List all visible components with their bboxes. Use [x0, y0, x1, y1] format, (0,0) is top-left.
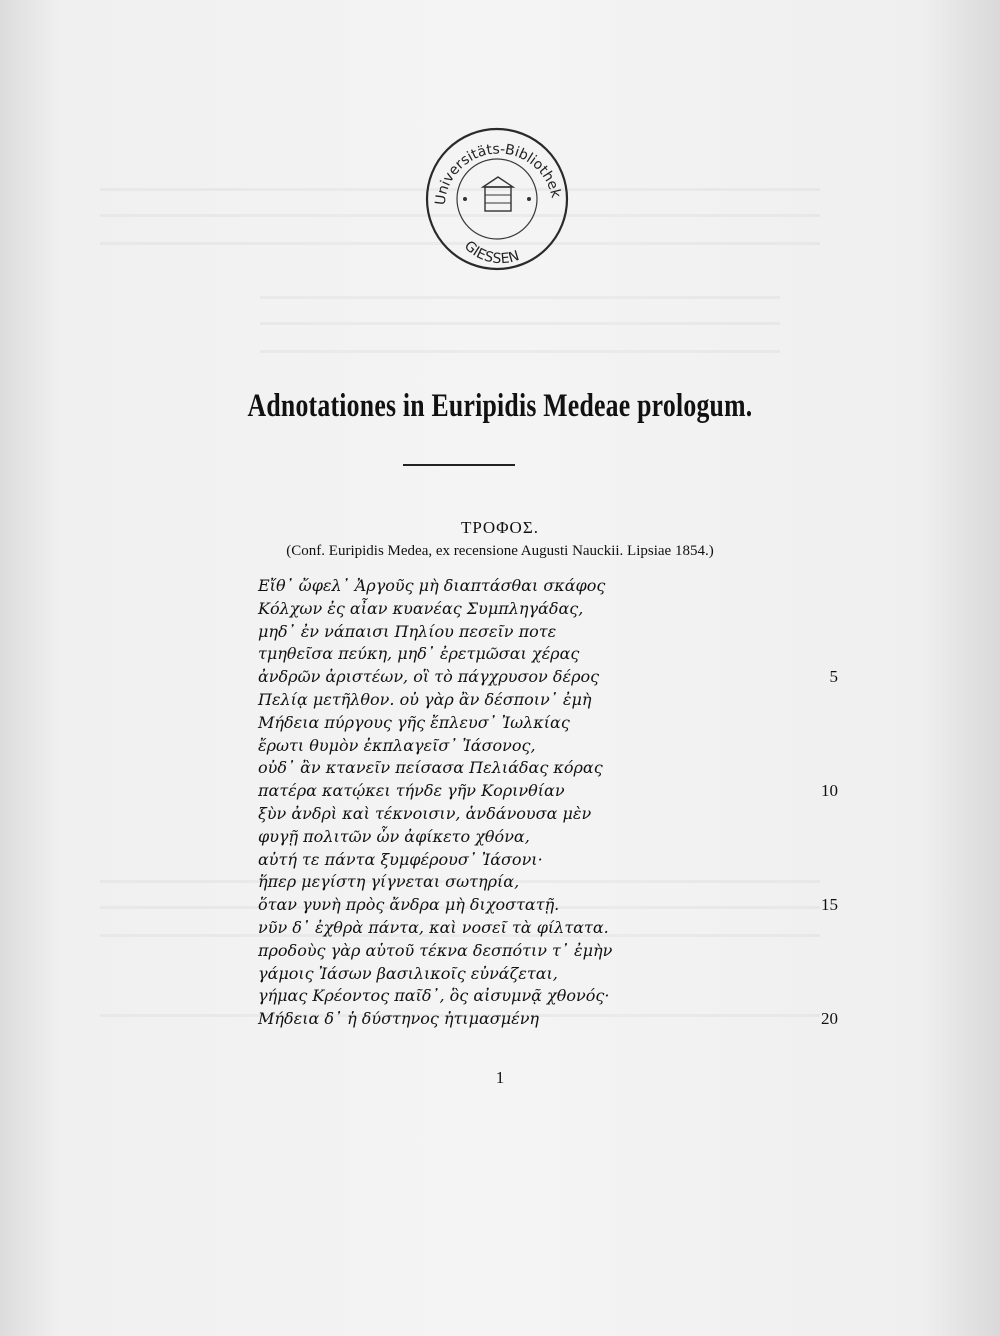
verse-line — [258, 598, 838, 621]
verse-text: ἀνδρῶν ἀριστέων, οἳ τὸ πάγχρυσον δέρος — [258, 667, 600, 687]
verse-line — [258, 826, 838, 849]
verse-text: ἔρωτι θυμὸν ἐκπλαγεῖσ᾽ Ἰάσονος, — [258, 735, 536, 755]
verse-number: 10 — [821, 781, 838, 801]
verse-line — [258, 985, 838, 1008]
verse-text: οὐδ᾽ ἂν κτανεῖν πείσασα Πελιάδας κόρας — [258, 758, 603, 778]
verse-text: πατέρα κατῴκει τήνδε γῆν Κορινθίαν — [258, 781, 565, 801]
verse-line — [258, 575, 838, 598]
verse-text: μηδ᾽ ἐν νάπαισι Πηλίου πεσεῖν ποτε — [258, 621, 557, 641]
verse-number: 5 — [829, 667, 838, 687]
speaker-heading: ΤΡΟΦΟΣ. — [461, 518, 539, 537]
crest-icon — [463, 177, 531, 211]
verse-text: γάμοις Ἰάσων βασιλικοῖς εὐνάζεται, — [258, 963, 558, 983]
verse-line — [258, 849, 838, 872]
edition-note: (Conf. Euripidis Medea, ex recensione Augusti Nauckii. Lipsiae 1854.) — [286, 543, 714, 559]
verse-line — [258, 735, 838, 758]
verse-text: Μήδεια πύργους γῆς ἔπλευσ᾽ Ἰωλκίας — [258, 712, 570, 732]
stamp-city: GIESSEN — [461, 237, 522, 268]
verse-number: 20 — [821, 1009, 838, 1029]
title-divider — [403, 464, 515, 466]
verse-line — [258, 621, 838, 644]
verse-line — [258, 666, 838, 689]
library-stamp — [423, 125, 571, 273]
verse-line — [258, 940, 838, 963]
verse-line — [258, 712, 838, 735]
verse-text: προδοὺς γὰρ αὑτοῦ τέκνα δεσπότιν τ᾽ ἐμὴν — [258, 940, 613, 960]
verse-text: φυγῇ πολιτῶν ὧν ἀφίκετο χθόνα, — [258, 826, 530, 846]
verse-line — [258, 963, 838, 986]
bleed-through — [260, 296, 780, 299]
verse-text: αὐτή τε πάντα ξυμφέρουσ᾽ Ἰάσονι· — [258, 849, 543, 869]
verse-text: ἥπερ μεγίστη γίγνεται σωτηρία, — [258, 872, 520, 892]
verse-text: Εἴθ᾽ ὤφελ᾽ Ἀργοῦς μὴ διαπτάσθαι σκάφος — [258, 576, 606, 595]
verse-line — [258, 780, 838, 803]
stamp-text: Universitäts-Bibliothek — [432, 141, 564, 207]
verse-line — [258, 917, 838, 940]
bleed-through — [260, 322, 780, 325]
verse-text: γήμας Κρέοντος παῖδ᾽, ὃς αἰσυμνᾷ χθονός· — [258, 986, 610, 1006]
verse-text: τμηθεῖσα πεύκη, μηδ᾽ ἐρετμῶσαι χέρας — [258, 644, 580, 664]
verse-text: ξὺν ἀνδρὶ καὶ τέκνοισιν, ἁνδάνουσα μὲν — [258, 803, 592, 823]
verse-text: ὅταν γυνὴ πρὸς ἄνδρα μὴ διχοστατῇ. — [258, 895, 560, 915]
verse-line — [258, 871, 838, 894]
verse-line — [258, 1008, 838, 1031]
verse-line — [258, 894, 838, 917]
verse-line — [258, 803, 838, 826]
verse-text: Πελίᾳ μετῆλθον. οὐ γὰρ ἂν δέσποιν᾽ ἐμὴ — [258, 689, 592, 709]
page-title: Adnotationes in Euripidis Medeae prologum. — [247, 388, 753, 424]
verse-line — [258, 689, 838, 712]
verse-line — [258, 643, 838, 666]
bleed-through — [260, 350, 780, 353]
verse-text: Κόλχων ἐς αἶαν κυανέας Συμπληγάδας, — [258, 598, 584, 618]
verse-block — [258, 575, 838, 1031]
verse-number: 15 — [821, 895, 838, 915]
page-number: 1 — [495, 1068, 505, 1087]
verse-text: Μήδεια δ᾽ ἡ δύστηνος ἠτιμασμένη — [258, 1009, 539, 1029]
verse-text: νῦν δ᾽ ἐχθρὰ πάντα, καὶ νοσεῖ τὰ φίλτατα. — [258, 917, 609, 937]
verse-line — [258, 757, 838, 780]
